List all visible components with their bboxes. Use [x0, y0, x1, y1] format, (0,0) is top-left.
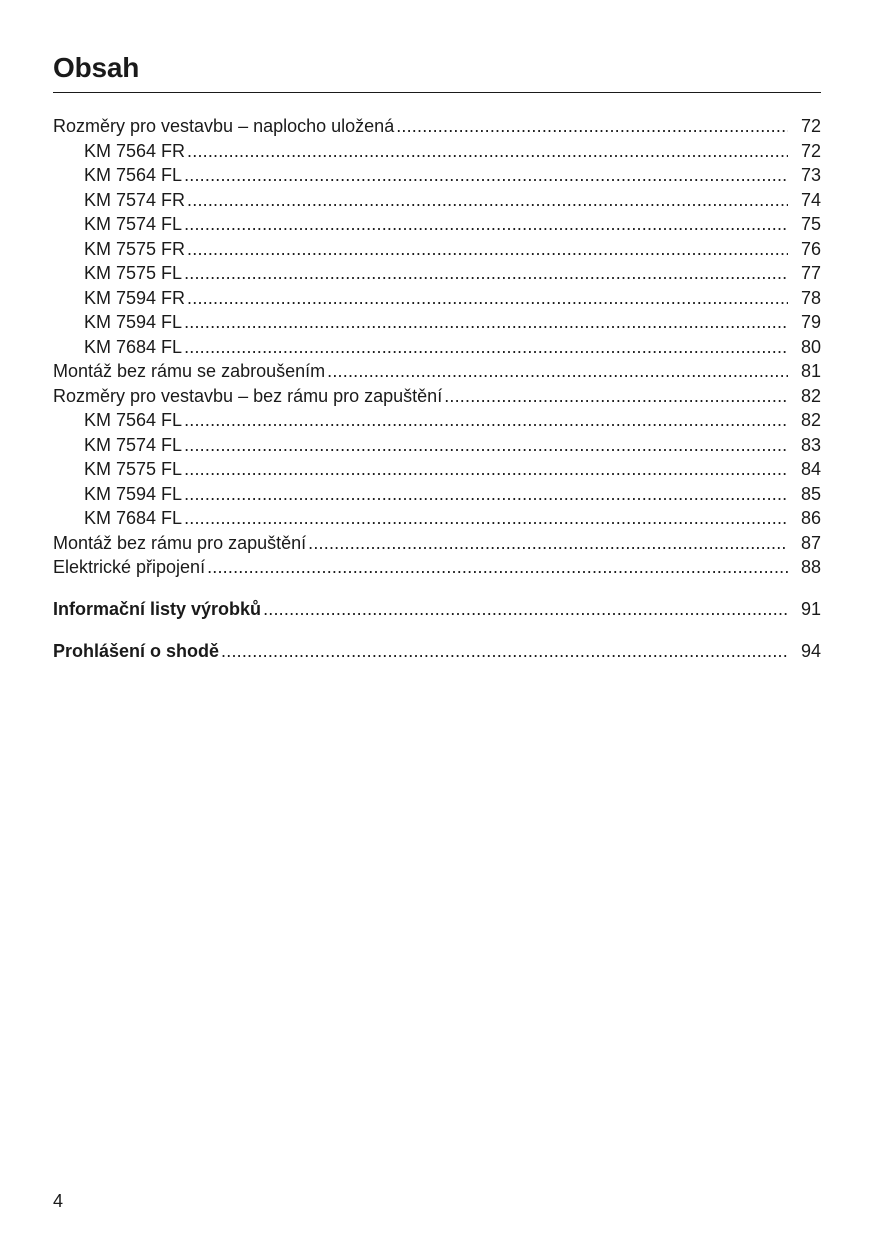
toc-entry-page: 75 [800, 214, 821, 234]
dot-leader [187, 139, 788, 164]
toc-entry-page: 88 [800, 557, 821, 577]
toc-entry-page: 87 [800, 532, 821, 553]
toc-subentry[interactable] [53, 335, 821, 360]
toc-chapter[interactable] [53, 639, 821, 664]
toc-chapter-page: 91 [800, 599, 821, 619]
dot-leader [184, 310, 788, 335]
toc-subentry[interactable] [53, 506, 821, 531]
toc-subentry[interactable] [53, 163, 821, 188]
toc-entry[interactable] [53, 114, 821, 139]
toc-chapter-label: Informační listy výrobků [53, 599, 262, 619]
toc-entry[interactable] [53, 359, 821, 384]
dot-leader [207, 555, 788, 580]
toc-entry-label: KM 7594 FL [84, 483, 183, 504]
toc-subentry[interactable] [53, 408, 821, 433]
toc-entry-label: KM 7594 FR [84, 287, 186, 308]
toc-entry-page: 76 [800, 238, 821, 259]
toc-subentry[interactable] [53, 212, 821, 237]
toc-entry[interactable] [53, 384, 821, 409]
toc-entry-page: 72 [800, 116, 821, 136]
toc-subentry[interactable] [53, 433, 821, 458]
title-divider [53, 92, 821, 93]
dot-leader [184, 335, 788, 360]
dot-leader [184, 433, 788, 458]
toc-entry-page: 73 [800, 165, 821, 185]
toc-subentry[interactable] [53, 261, 821, 286]
dot-leader [221, 639, 788, 664]
toc-entry-label: KM 7575 FL [84, 263, 183, 283]
dot-leader [184, 408, 788, 433]
toc-entry-label: KM 7594 FL [84, 312, 183, 332]
page-number: 4 [53, 1191, 64, 1211]
dot-leader [184, 457, 788, 482]
toc-chapter-page: 94 [800, 641, 821, 661]
toc-entry-label: KM 7564 FR [84, 140, 186, 161]
toc-entry-page: 72 [800, 140, 821, 161]
toc-entry-page: 81 [800, 361, 821, 381]
dot-leader [444, 384, 788, 409]
dot-leader [184, 482, 788, 507]
toc-entry-label: KM 7575 FR [84, 238, 186, 259]
toc-entry-page: 80 [800, 336, 821, 357]
toc-entry-label: KM 7574 FL [84, 214, 183, 234]
toc-entry-label: KM 7684 FL [84, 508, 183, 528]
toc-entry-label: Rozměry pro vestavbu – naplocho uložená [53, 116, 395, 136]
toc-entry-page: 82 [800, 385, 821, 406]
toc-entry-page: 79 [800, 312, 821, 332]
toc-entry-page: 78 [800, 287, 821, 308]
toc-subentry[interactable] [53, 188, 821, 213]
toc-entry-label: Elektrické připojení [53, 557, 206, 577]
dot-leader [263, 597, 788, 622]
dot-leader [184, 261, 788, 286]
toc-subentry[interactable] [53, 310, 821, 335]
toc-entry-page: 77 [800, 263, 821, 283]
dot-leader [184, 506, 788, 531]
toc-entry-label: KM 7575 FL [84, 459, 183, 479]
toc-subentry[interactable] [53, 139, 821, 164]
dot-leader [187, 286, 788, 311]
toc-subentry[interactable] [53, 457, 821, 482]
page-title: Obsah [53, 52, 140, 83]
toc-entry-label: KM 7564 FL [84, 410, 183, 430]
toc-chapter-label: Prohlášení o shodě [53, 641, 220, 661]
toc-entry-page: 85 [800, 483, 821, 504]
dot-leader [187, 188, 788, 213]
dot-leader [308, 531, 788, 556]
toc-entry-label: Montáž bez rámu se zabroušením [53, 361, 326, 381]
toc-entry-label: KM 7574 FL [84, 434, 183, 455]
dot-leader [396, 114, 788, 139]
dot-leader [327, 359, 788, 384]
toc-entry-page: 86 [800, 508, 821, 528]
toc-subentry[interactable] [53, 286, 821, 311]
dot-leader [184, 212, 788, 237]
dot-leader [184, 163, 788, 188]
toc-entry-label: Montáž bez rámu pro zapuštění [53, 532, 307, 553]
toc-entry-label: Rozměry pro vestavbu – bez rámu pro zapuštění [53, 385, 443, 406]
toc-chapter[interactable] [53, 597, 821, 622]
toc-subentry[interactable] [53, 482, 821, 507]
toc-subentry[interactable] [53, 237, 821, 262]
dot-leader [187, 237, 788, 262]
toc-entry[interactable] [53, 531, 821, 556]
toc-entry-page: 84 [800, 459, 821, 479]
toc-entry-page: 82 [800, 410, 821, 430]
toc-entry-label: KM 7574 FR [84, 189, 186, 210]
toc-entry[interactable] [53, 555, 821, 580]
toc-entry-label: KM 7564 FL [84, 165, 183, 185]
toc-entry-page: 74 [800, 189, 821, 210]
table-of-contents [53, 114, 821, 664]
toc-entry-label: KM 7684 FL [84, 336, 183, 357]
toc-entry-page: 83 [800, 434, 821, 455]
